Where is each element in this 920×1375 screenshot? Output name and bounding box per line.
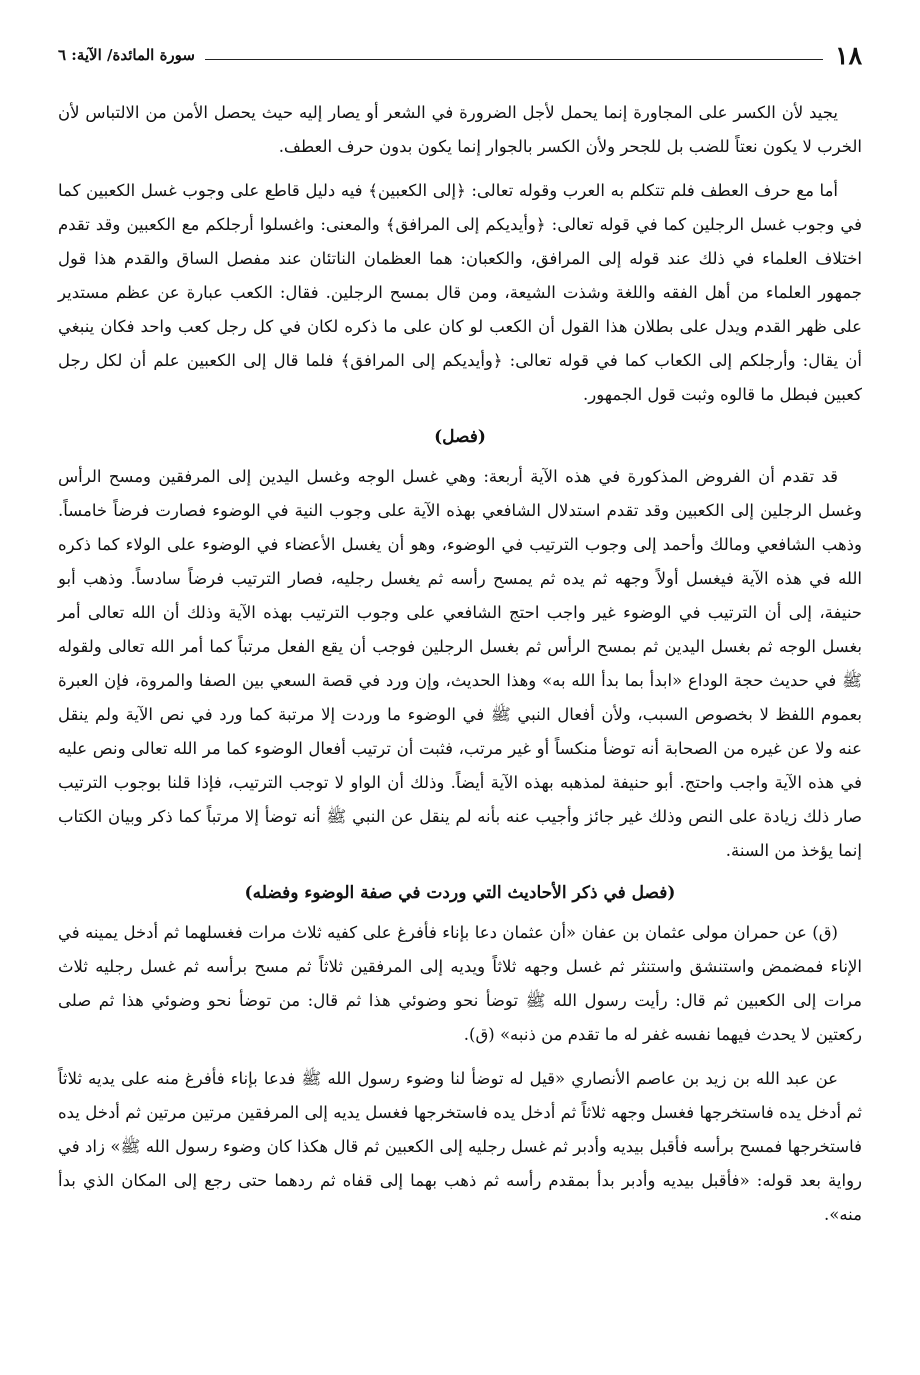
chapter-reference: سورة المائدة/ الآية: ٦ [58, 46, 195, 64]
page-body [58, 96, 862, 1232]
paragraph: يجيد لأن الكسر على المجاورة إنما يحمل لأجل الضرورة في الشعر أو يصار إليه حيث يحصل الأمن من الالتباس لأن الخرب لا يكون نعتاً للضب بل للجحر ولأن الكسر بالجوار إنما يكون بدون حرف العطف. [58, 103, 862, 156]
page-number: ١٨ [835, 40, 862, 70]
section-heading: (فصل في ذكر الأحاديث التي وردت في صفة الوضوء وفضله) [244, 883, 676, 903]
running-header [58, 38, 862, 72]
paragraph: أما مع حرف العطف فلم تتكلم به العرب وقوله تعالى: ﴿إلى الكعبين﴾ فيه دليل قاطع على وجوب غسل الكعبين كما في وجوب غسل الرجلين كما في قوله تعالى: ﴿وأيديكم إلى المرافق﴾ والمعنى: واغسلوا أرجلكم مع الكعبين وقد تقدم اختلاف العلماء في ذلك عند قوله إلى المرافق، والكعبان: هما العظمان الناتئان عند مفصل الساق والقدم هذا قول جمهور العلماء من أهل الفقه واللغة وشذت الشيعة، ومن قال بمسح الرجلين. فقال: الكعب عبارة عن عظم مستدير على ظهر القدم ويدل على بطلان هذا القول أن الكعب لو كان على ما ذكره لكان في كل رجل كعب واحد فكان ينبغي أن يقال: وأرجلكم إلى الكعاب كما في قوله تعالى: ﴿وأيديكم إلى المرافق﴾ فلما قال إلى الكعبين علم أن لكل رجل كعبين فبطل ما قالوه وثبت قول الجمهور. [58, 181, 862, 404]
section-heading: (فصل) [434, 427, 486, 447]
header-rule [205, 59, 823, 60]
paragraph: قد تقدم أن الفروض المذكورة في هذه الآية أربعة: وهي غسل الوجه وغسل اليدين إلى المرفقين ومسح الرأس وغسل الرجلين إلى الكعبين وقد تقدم استدلال الشافعي بهذه الآية على وجوب النية في الوضوء فصارت فرضاً خامساً. وذهب الشافعي ومالك وأحمد إلى وجوب الترتيب في الوضوء، وهو أن يغسل الأعضاء في الوضوء على الولاء كما ذكره الله في هذه الآية فيغسل أولاً وجهه ثم يده ثم يمسح رأسه ثم يغسل رجليه، فصار الترتيب فرضاً سادساً. وذهب أبو حنيفة، إلى أن الترتيب في الوضوء غير واجب احتج الشافعي على وجوب الترتيب بهذه الآية وذلك أن الله تعالى أمر بغسل الوجه ثم بغسل اليدين ثم بمسح الرأس ثم بغسل الرجلين فوجب أن يقع الفعل مرتباً كما أمر الله تعالى ولقوله ﷺ في حديث حجة الوداع «ابدأ بما بدأ الله به» وهذا الحديث، وإن ورد في قصة السعي بين الصفا والمروة، فإن العبرة بعموم اللفظ لا بخصوص السبب، ولأن أفعال النبي ﷺ في الوضوء ما وردت إلا مرتبة كما ورد في نص الآية ولم ينقل عنه ولا عن غيره من الصحابة أنه توضأ منكساً أو غير مرتب، فثبت أن ترتيب أفعال الوضوء كما مر الله تعالى ونص عليه في هذه الآية واجب واحتج. أبو حنيفة لمذهبه بهذه الآية أيضاً. وذلك أن الواو لا توجب الترتيب، فإذا قلنا بوجوب الترتيب صار ذلك زيادة على النص وذلك غير جائز وأجيب عنه بأنه لم ينقل عن النبي ﷺ أنه توضأ إلا مرتباً كما ذكر وبيان الكتاب إنما يؤخذ من السنة. [58, 467, 862, 860]
paragraph: عن عبد الله بن زيد بن عاصم الأنصاري «قيل له توضأ لنا وضوء رسول الله ﷺ فدعا بإناء فأفرغ منه على يديه ثلاثاً ثم أدخل يده فاستخرجها فغسل وجهه ثلاثاً ثم أدخل يده فاستخرجها فغسل يديه إلى المرفقين مرتين مرتين ثم أدخل يده فاستخرجها فمسح برأسه فأقبل بيديه وأدبر ثم غسل رجليه إلى الكعبين ثم قال هكذا كان وضوء رسول الله ﷺ» زاد في رواية بعد قوله: «فأقبل بيديه وأدبر بدأ بمقدم رأسه ثم ذهب بهما إلى قفاه ثم ردهما حتى رجع إلى المكان الذي بدأ منه». [58, 1069, 862, 1224]
paragraph: (ق) عن حمران مولى عثمان بن عفان «أن عثمان دعا بإناء فأفرغ على كفيه ثلاث مرات فغسلهما ثم أدخل يمينه في الإناء فمضمض واستنشق واستنثر ثم غسل وجهه ثلاثاً ويديه إلى المرفقين ثلاثاً ثم مسح برأسه ثم غسل رجليه ثلاث مرات إلى الكعبين ثم قال: رأيت رسول الله ﷺ توضأ نحو وضوئي هذا ثم قال: من توضأ نحو وضوئي هذا ثم صلى ركعتين لا يحدث فيهما نفسه غفر له ما تقدم من ذنبه» (ق). [58, 923, 862, 1044]
